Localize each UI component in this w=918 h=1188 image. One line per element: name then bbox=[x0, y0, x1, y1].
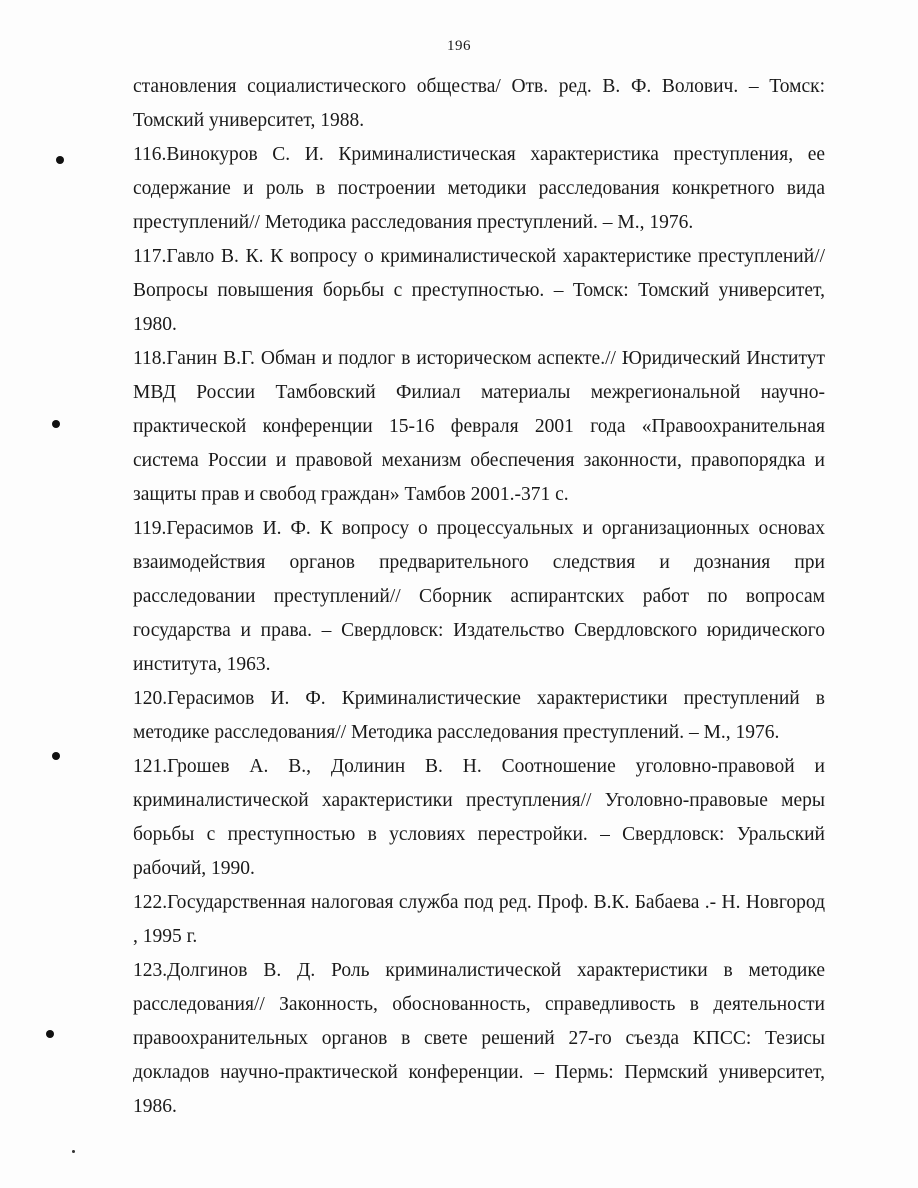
scan-hole-mark bbox=[52, 420, 60, 428]
bibliography-entry-122: 122.Государственная налоговая служба под ред. Проф. В.К. Бабаева .- Н. Новгород , 1995 г. bbox=[133, 892, 825, 947]
bibliography-entry-123: 123.Долгинов В. Д. Роль криминалистической характеристики в методике расследования// Законность, обоснованность, справедливость в деятельности правоохранительных органов в свете решений 27-го съезда КПСС: Тезисы докладов научно-практической конференции. – Пермь: Пермский университет, 1986. bbox=[133, 960, 825, 1117]
bibliography-entry-continuation: становления социалистического общества/ Отв. ред. В. Ф. Волович. – Томск: Томский университет, 1988. bbox=[133, 76, 825, 131]
scan-hole-mark bbox=[46, 1030, 54, 1038]
bibliography-list bbox=[133, 70, 825, 1124]
bibliography-entry-117: 117.Гавло В. К. К вопросу о криминалистической характеристике преступлений// Вопросы повышения борьбы с преступностью. – Томск: Томский университет, 1980. bbox=[133, 246, 825, 335]
bibliography-entry-120: 120.Герасимов И. Ф. Криминалистические характеристики преступлений в методике расследования// Методика расследования преступлений. – М., 1976. bbox=[133, 688, 825, 743]
scan-hole-mark bbox=[52, 752, 60, 760]
page-number: 196 bbox=[447, 38, 471, 54]
bibliography-entry-119: 119.Герасимов И. Ф. К вопросу о процессуальных и организационных основах взаимодействия органов предварительного следствия и дознания при расследовании преступлений// Сборник аспирантских работ по вопросам государства и права. – Свердловск: Издательство Свердловского юридического института, 1963. bbox=[133, 518, 825, 675]
bibliography-entry-116: 116.Винокуров С. И. Криминалистическая характеристика преступления, ее содержание и роль в построении методики расследования конкретного вида преступлений// Методика расследования преступлений. – М., 1976. bbox=[133, 144, 825, 233]
bibliography-entry-118: 118.Ганин В.Г. Обман и подлог в историческом аспекте.// Юридический Институт МВД России Тамбовский Филиал материалы межрегиональной научно-практической конференции 15-16 февраля 2001 года «Правоохранительная система России и правовой механизм обеспечения законности, правопорядка и защиты прав и свобод граждан» Тамбов 2001.-371 с. bbox=[133, 348, 825, 505]
bibliography-entry-121: 121.Грошев А. В., Долинин В. Н. Соотношение уголовно-правовой и криминалистической характеристики преступления// Уголовно-правовые меры борьбы с преступностью в условиях перестройки. – Свердловск: Уральский рабочий, 1990. bbox=[133, 756, 825, 879]
scan-hole-mark bbox=[56, 156, 64, 164]
scan-speck bbox=[72, 1150, 75, 1153]
